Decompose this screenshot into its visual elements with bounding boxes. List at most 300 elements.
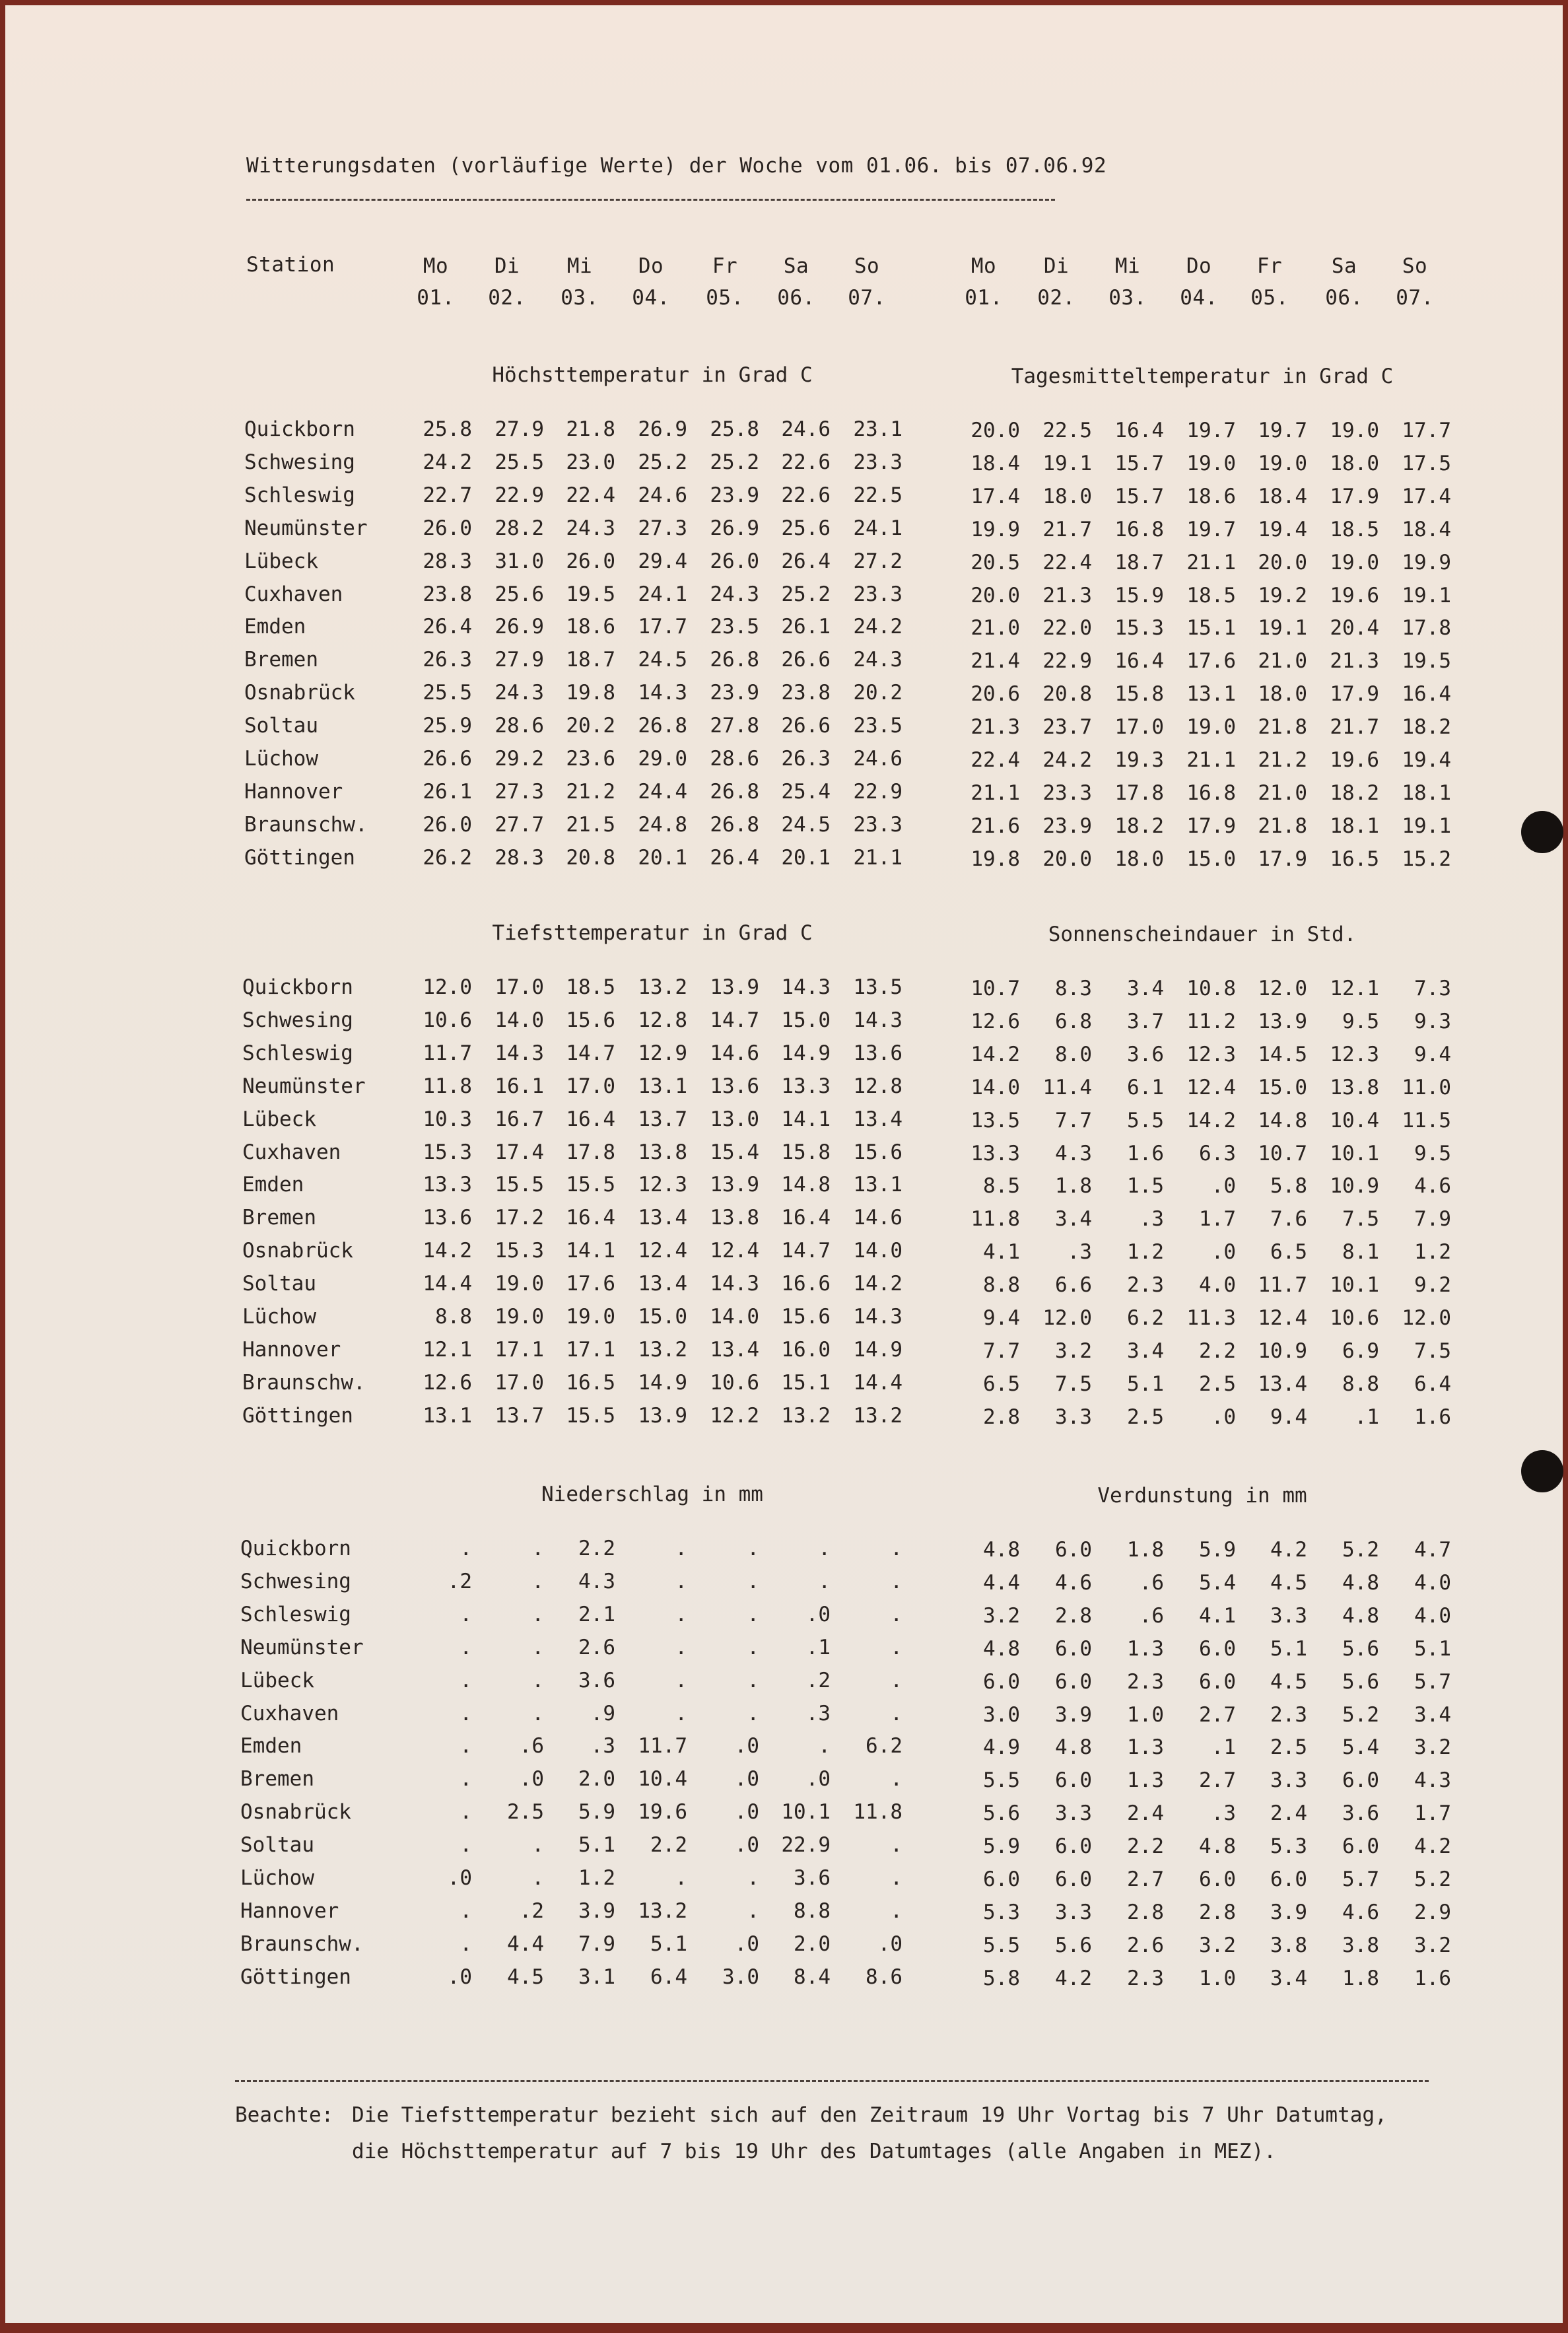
- value-cell-left: 1.2: [578, 1866, 615, 1890]
- value-cell-left: 15.3: [423, 1140, 472, 1164]
- value-cell-left: 26.6: [781, 714, 831, 738]
- value-cell-right: 13.3: [971, 1142, 1020, 1166]
- value-cell-left: .: [460, 1800, 472, 1824]
- value-cell-right: 17.9: [1330, 682, 1379, 706]
- value-cell-right: 17.9: [1186, 814, 1236, 838]
- value-cell-left: 24.1: [853, 516, 903, 540]
- section-title-left: Höchsttemperatur in Grad C: [492, 363, 813, 387]
- value-cell-left: 21.5: [566, 813, 615, 837]
- value-cell-left: 26.3: [423, 648, 472, 672]
- value-cell-left: 10.6: [423, 1008, 472, 1032]
- value-cell-right: 3.2: [983, 1604, 1020, 1628]
- value-cell-right: 16.4: [1114, 419, 1164, 442]
- value-cell-right: 6.0: [1055, 1867, 1092, 1891]
- value-cell-right: 21.8: [1258, 715, 1307, 739]
- value-cell-left: 25.5: [494, 450, 544, 474]
- value-cell-right: 19.1: [1042, 452, 1092, 475]
- value-cell-left: 15.3: [494, 1239, 544, 1263]
- value-cell-right: 8.5: [983, 1174, 1020, 1198]
- value-cell-right: 7.3: [1414, 977, 1451, 1000]
- value-cell-right: 10.4: [1330, 1109, 1379, 1132]
- value-cell-left: 17.0: [494, 1371, 544, 1395]
- value-cell-left: .: [460, 1669, 472, 1692]
- value-cell-right: 21.7: [1330, 715, 1379, 739]
- value-cell-left: 26.0: [423, 813, 472, 837]
- value-cell-right: 15.7: [1114, 485, 1164, 508]
- station-name: Neumünster: [242, 1074, 366, 1098]
- note-line-1: Die Tiefsttemperatur bezieht sich auf den Zeitraum 19 Uhr Vortag bis 7 Uhr Datumtag,: [352, 2103, 1387, 2127]
- value-cell-right: 22.4: [971, 748, 1020, 772]
- value-cell-left: .: [818, 1734, 831, 1758]
- value-cell-right: 4.8: [983, 1637, 1020, 1661]
- value-cell-left: .: [890, 1866, 903, 1890]
- value-cell-right: 1.2: [1127, 1240, 1164, 1264]
- value-cell-left: 12.8: [638, 1008, 687, 1032]
- value-cell-right: 19.5: [1402, 649, 1451, 673]
- day-header-left: Do: [638, 254, 664, 278]
- value-cell-right: 3.9: [1055, 1703, 1092, 1727]
- value-cell-right: 1.8: [1055, 1174, 1092, 1198]
- value-cell-left: 16.6: [781, 1272, 831, 1296]
- value-cell-right: 20.6: [971, 682, 1020, 706]
- value-cell-left: 12.4: [710, 1239, 759, 1263]
- value-cell-left: 14.4: [853, 1371, 903, 1395]
- value-cell-left: .: [747, 1570, 759, 1593]
- value-cell-right: 17.4: [971, 485, 1020, 508]
- value-cell-right: 9.4: [983, 1306, 1020, 1330]
- value-cell-left: 12.2: [710, 1404, 759, 1428]
- date-header-left: 01.: [417, 286, 455, 310]
- value-cell-right: 15.1: [1186, 616, 1236, 640]
- value-cell-right: 3.3: [1055, 1801, 1092, 1825]
- value-cell-left: .: [675, 1636, 687, 1659]
- value-cell-right: 20.4: [1330, 616, 1379, 640]
- value-cell-right: 6.0: [983, 1670, 1020, 1694]
- value-cell-left: .: [460, 1636, 472, 1659]
- value-cell-right: 21.3: [1042, 584, 1092, 608]
- value-cell-right: 5.2: [1342, 1703, 1379, 1727]
- value-cell-right: 3.2: [1414, 1933, 1451, 1957]
- value-cell-right: 17.0: [1114, 715, 1164, 739]
- value-cell-left: 26.9: [710, 516, 759, 540]
- value-cell-right: 7.9: [1414, 1207, 1451, 1231]
- value-cell-right: 6.0: [1342, 1768, 1379, 1792]
- value-cell-right: 19.6: [1330, 748, 1379, 772]
- value-cell-left: 15.1: [781, 1371, 831, 1395]
- value-cell-right: 19.4: [1258, 518, 1307, 541]
- value-cell-right: 20.5: [971, 551, 1020, 575]
- value-cell-right: 4.5: [1270, 1571, 1307, 1595]
- value-cell-left: 28.3: [423, 549, 472, 573]
- value-cell-left: 13.7: [494, 1404, 544, 1428]
- value-cell-left: 15.5: [566, 1173, 615, 1197]
- value-cell-left: .0: [519, 1767, 544, 1791]
- value-cell-right: 6.8: [1055, 1010, 1092, 1033]
- value-cell-left: 15.0: [638, 1305, 687, 1329]
- value-cell-right: 5.1: [1270, 1637, 1307, 1661]
- value-cell-left: 17.7: [638, 615, 687, 639]
- value-cell-right: 12.0: [1402, 1306, 1451, 1330]
- value-cell-right: 3.2: [1414, 1735, 1451, 1759]
- value-cell-right: 5.6: [1342, 1637, 1379, 1661]
- value-cell-left: 14.2: [853, 1272, 903, 1296]
- value-cell-right: 15.0: [1186, 847, 1236, 871]
- day-header-left: Sa: [783, 254, 809, 278]
- value-cell-left: 13.1: [638, 1074, 687, 1098]
- value-cell-left: .: [675, 1669, 687, 1692]
- value-cell-left: .: [818, 1537, 831, 1560]
- value-cell-left: .0: [734, 1932, 759, 1956]
- station-column-header: Station: [246, 253, 335, 277]
- value-cell-right: 10.7: [1258, 1142, 1307, 1166]
- value-cell-left: 8.4: [794, 1965, 831, 1989]
- value-cell-right: 5.2: [1342, 1538, 1379, 1562]
- value-cell-right: 5.6: [1055, 1933, 1092, 1957]
- value-cell-left: 17.2: [494, 1206, 544, 1230]
- value-cell-left: 18.7: [566, 648, 615, 672]
- value-cell-left: .6: [519, 1734, 544, 1758]
- value-cell-left: 13.7: [638, 1107, 687, 1131]
- value-cell-right: 14.2: [971, 1043, 1020, 1066]
- value-cell-right: 12.4: [1186, 1076, 1236, 1099]
- value-cell-left: 26.6: [423, 747, 472, 771]
- value-cell-left: 26.2: [423, 846, 472, 870]
- value-cell-right: 1.8: [1342, 1967, 1379, 1990]
- value-cell-left: .9: [590, 1702, 615, 1725]
- value-cell-right: 10.6: [1330, 1306, 1379, 1330]
- value-cell-right: 3.3: [1270, 1768, 1307, 1792]
- value-cell-left: 20.1: [638, 846, 687, 870]
- value-cell-right: 2.8: [1199, 1900, 1236, 1924]
- document-page: [5, 5, 1563, 2323]
- value-cell-left: 21.2: [566, 780, 615, 804]
- value-cell-left: .: [890, 1537, 903, 1560]
- station-name: Quickborn: [242, 975, 353, 999]
- station-name: Lübeck: [240, 1669, 314, 1692]
- value-cell-left: .: [890, 1899, 903, 1923]
- value-cell-right: 1.5: [1127, 1174, 1164, 1198]
- value-cell-right: 18.5: [1330, 518, 1379, 541]
- value-cell-left: .: [460, 1899, 472, 1923]
- value-cell-right: 18.4: [1258, 485, 1307, 508]
- value-cell-left: 3.6: [794, 1866, 831, 1890]
- value-cell-left: .0: [447, 1866, 472, 1890]
- value-cell-right: 8.3: [1055, 977, 1092, 1000]
- value-cell-right: 3.3: [1270, 1604, 1307, 1628]
- value-cell-right: 18.5: [1186, 584, 1236, 608]
- value-cell-right: 14.8: [1258, 1109, 1307, 1132]
- value-cell-right: 19.9: [1402, 551, 1451, 575]
- value-cell-left: .0: [447, 1965, 472, 1989]
- value-cell-right: 6.2: [1127, 1306, 1164, 1330]
- value-cell-left: 2.2: [650, 1833, 687, 1857]
- value-cell-left: 13.4: [638, 1272, 687, 1296]
- value-cell-right: 11.2: [1186, 1010, 1236, 1033]
- value-cell-left: 15.4: [710, 1140, 759, 1164]
- value-cell-left: 27.3: [494, 780, 544, 804]
- value-cell-left: 8.6: [866, 1965, 903, 1989]
- value-cell-left: 13.9: [638, 1404, 687, 1428]
- value-cell-right: 5.6: [1342, 1670, 1379, 1694]
- value-cell-right: 1.3: [1127, 1768, 1164, 1792]
- value-cell-left: 5.9: [578, 1800, 615, 1824]
- note-line-2: die Höchsttemperatur auf 7 bis 19 Uhr des Datumtages (alle Angaben in MEZ).: [352, 2140, 1276, 2163]
- value-cell-right: 6.0: [1199, 1670, 1236, 1694]
- value-cell-right: 2.7: [1127, 1867, 1164, 1891]
- value-cell-left: 16.4: [566, 1107, 615, 1131]
- value-cell-right: 3.2: [1199, 1933, 1236, 1957]
- value-cell-left: 12.4: [638, 1239, 687, 1263]
- value-cell-right: .0: [1211, 1174, 1236, 1198]
- day-header-left: Mo: [423, 254, 449, 278]
- value-cell-left: 17.0: [566, 1074, 615, 1098]
- station-name: Braunschw.: [244, 813, 368, 837]
- value-cell-left: 2.1: [578, 1603, 615, 1626]
- value-cell-left: 14.0: [494, 1008, 544, 1032]
- station-name: Schleswig: [244, 483, 355, 507]
- value-cell-right: 4.1: [1199, 1604, 1236, 1628]
- value-cell-right: 1.7: [1199, 1207, 1236, 1231]
- value-cell-left: .0: [734, 1734, 759, 1758]
- value-cell-left: 20.8: [566, 846, 615, 870]
- station-name: Lüchow: [240, 1866, 314, 1890]
- value-cell-right: 6.0: [1199, 1637, 1236, 1661]
- station-name: Osnabrück: [240, 1800, 351, 1824]
- value-cell-left: .0: [734, 1767, 759, 1791]
- value-cell-left: .: [890, 1833, 903, 1857]
- value-cell-left: 13.1: [423, 1404, 472, 1428]
- value-cell-right: 6.6: [1055, 1273, 1092, 1297]
- station-name: Cuxhaven: [240, 1702, 339, 1725]
- value-cell-left: 23.6: [566, 747, 615, 771]
- value-cell-right: 2.3: [1127, 1670, 1164, 1694]
- value-cell-right: 19.2: [1258, 584, 1307, 608]
- value-cell-right: 23.9: [1042, 814, 1092, 838]
- value-cell-right: 3.4: [1127, 1339, 1164, 1363]
- value-cell-right: 5.5: [983, 1768, 1020, 1792]
- value-cell-right: 5.5: [983, 1933, 1020, 1957]
- value-cell-left: .: [747, 1636, 759, 1659]
- station-name: Soltau: [242, 1272, 316, 1296]
- value-cell-left: 23.1: [853, 417, 903, 441]
- value-cell-left: .: [531, 1636, 544, 1659]
- value-cell-left: 17.1: [566, 1338, 615, 1362]
- value-cell-right: 12.0: [1258, 977, 1307, 1000]
- value-cell-left: 27.9: [494, 417, 544, 441]
- value-cell-left: .: [890, 1636, 903, 1659]
- date-header-right: 06.: [1325, 286, 1363, 310]
- value-cell-right: 18.0: [1258, 682, 1307, 706]
- station-name: Cuxhaven: [244, 582, 343, 606]
- section-title-right: Sonnenscheindauer in Std.: [1048, 923, 1357, 946]
- value-cell-left: 25.5: [423, 681, 472, 705]
- value-cell-left: 24.6: [781, 417, 831, 441]
- value-cell-left: 11.8: [423, 1074, 472, 1098]
- value-cell-right: 13.4: [1258, 1372, 1307, 1396]
- value-cell-left: 14.3: [853, 1008, 903, 1032]
- value-cell-left: 26.8: [710, 813, 759, 837]
- station-name: Soltau: [240, 1833, 314, 1857]
- value-cell-right: 21.7: [1042, 518, 1092, 541]
- value-cell-right: 12.0: [1042, 1306, 1092, 1330]
- value-cell-left: 26.6: [781, 648, 831, 672]
- date-header-left: 07.: [848, 286, 886, 310]
- value-cell-left: 5.1: [650, 1932, 687, 1956]
- value-cell-left: .: [890, 1603, 903, 1626]
- value-cell-left: .: [531, 1833, 544, 1857]
- value-cell-right: 21.0: [1258, 649, 1307, 673]
- value-cell-right: .3: [1211, 1801, 1236, 1825]
- value-cell-right: 4.2: [1414, 1834, 1451, 1858]
- value-cell-left: 24.8: [638, 813, 687, 837]
- value-cell-left: .: [531, 1603, 544, 1626]
- value-cell-left: 25.8: [710, 417, 759, 441]
- value-cell-left: 24.5: [781, 813, 831, 837]
- value-cell-left: 24.6: [638, 483, 687, 507]
- value-cell-left: 14.0: [710, 1305, 759, 1329]
- value-cell-left: 26.3: [781, 747, 831, 771]
- value-cell-left: 19.6: [638, 1800, 687, 1824]
- value-cell-right: 11.0: [1402, 1076, 1451, 1099]
- value-cell-right: 1.6: [1127, 1142, 1164, 1166]
- value-cell-right: 19.4: [1402, 748, 1451, 772]
- value-cell-right: 19.7: [1186, 419, 1236, 442]
- value-cell-left: 25.2: [638, 450, 687, 474]
- value-cell-right: 5.2: [1414, 1867, 1451, 1891]
- value-cell-left: 26.9: [638, 417, 687, 441]
- date-header-left: 06.: [777, 286, 815, 310]
- value-cell-right: 19.1: [1258, 616, 1307, 640]
- value-cell-left: 25.6: [494, 582, 544, 606]
- value-cell-left: .: [531, 1702, 544, 1725]
- value-cell-left: 4.3: [578, 1570, 615, 1593]
- value-cell-right: 4.2: [1055, 1967, 1092, 1990]
- value-cell-left: 20.2: [566, 714, 615, 738]
- value-cell-right: 2.7: [1199, 1703, 1236, 1727]
- value-cell-left: .: [675, 1537, 687, 1560]
- value-cell-right: 6.0: [1055, 1637, 1092, 1661]
- value-cell-right: 2.8: [1127, 1900, 1164, 1924]
- value-cell-left: 2.2: [578, 1537, 615, 1560]
- value-cell-right: 15.7: [1114, 452, 1164, 475]
- value-cell-right: 4.2: [1270, 1538, 1307, 1562]
- value-cell-right: 17.8: [1402, 616, 1451, 640]
- value-cell-right: 18.0: [1042, 485, 1092, 508]
- value-cell-left: 5.1: [578, 1833, 615, 1857]
- value-cell-right: 11.3: [1186, 1306, 1236, 1330]
- value-cell-right: 21.3: [971, 715, 1020, 739]
- value-cell-right: 13.8: [1330, 1076, 1379, 1099]
- day-header-right: Do: [1186, 254, 1212, 278]
- value-cell-left: 16.0: [781, 1338, 831, 1362]
- value-cell-right: 6.4: [1414, 1372, 1451, 1396]
- value-cell-right: 12.6: [971, 1010, 1020, 1033]
- value-cell-left: 13.1: [853, 1173, 903, 1197]
- value-cell-left: 24.4: [638, 780, 687, 804]
- value-cell-right: 10.1: [1330, 1142, 1379, 1166]
- value-cell-left: 14.3: [638, 681, 687, 705]
- value-cell-left: 14.9: [853, 1338, 903, 1362]
- value-cell-right: 21.8: [1258, 814, 1307, 838]
- value-cell-left: 4.4: [507, 1932, 544, 1956]
- punch-hole: [1521, 811, 1563, 853]
- value-cell-left: 23.0: [566, 450, 615, 474]
- value-cell-right: 5.6: [983, 1801, 1020, 1825]
- value-cell-right: 10.8: [1186, 977, 1236, 1000]
- value-cell-right: 18.2: [1114, 814, 1164, 838]
- value-cell-right: 1.6: [1414, 1967, 1451, 1990]
- value-cell-right: 18.1: [1402, 781, 1451, 805]
- value-cell-left: .: [747, 1603, 759, 1626]
- date-header-right: 01.: [965, 286, 1003, 310]
- value-cell-left: 13.6: [423, 1206, 472, 1230]
- value-cell-right: 19.0: [1258, 452, 1307, 475]
- value-cell-left: 19.0: [566, 1305, 615, 1329]
- station-name: Emden: [244, 615, 306, 639]
- value-cell-left: 16.4: [566, 1206, 615, 1230]
- value-cell-left: 13.2: [638, 1899, 687, 1923]
- section-title-left: Niederschlag in mm: [541, 1482, 763, 1506]
- day-header-right: Sa: [1331, 254, 1357, 278]
- value-cell-left: .: [747, 1702, 759, 1725]
- value-cell-right: .0: [1211, 1405, 1236, 1429]
- day-header-left: So: [854, 254, 880, 278]
- value-cell-left: 26.1: [781, 615, 831, 639]
- date-header-right: 04.: [1180, 286, 1218, 310]
- value-cell-right: 18.0: [1330, 452, 1379, 475]
- value-cell-left: 22.6: [781, 450, 831, 474]
- value-cell-right: 19.1: [1402, 814, 1451, 838]
- value-cell-left: .1: [805, 1636, 831, 1659]
- value-cell-left: .: [460, 1932, 472, 1956]
- value-cell-right: 19.1: [1402, 584, 1451, 608]
- value-cell-right: 20.0: [1258, 551, 1307, 575]
- value-cell-left: 10.3: [423, 1107, 472, 1131]
- value-cell-right: 5.7: [1414, 1670, 1451, 1694]
- value-cell-right: 16.5: [1330, 847, 1379, 871]
- value-cell-right: 18.1: [1330, 814, 1379, 838]
- value-cell-right: 19.8: [971, 847, 1020, 871]
- value-cell-right: 14.5: [1258, 1043, 1307, 1066]
- value-cell-left: 13.0: [710, 1107, 759, 1131]
- value-cell-right: 21.0: [971, 616, 1020, 640]
- value-cell-right: 6.0: [1055, 1538, 1092, 1562]
- value-cell-right: 22.4: [1042, 551, 1092, 575]
- value-cell-right: 21.6: [971, 814, 1020, 838]
- value-cell-right: 21.1: [1186, 551, 1236, 575]
- value-cell-left: 16.1: [494, 1074, 544, 1098]
- value-cell-right: 18.4: [1402, 518, 1451, 541]
- value-cell-left: 14.1: [566, 1239, 615, 1263]
- value-cell-right: 13.9: [1258, 1010, 1307, 1033]
- date-header-left: 02.: [488, 286, 526, 310]
- value-cell-left: .2: [447, 1570, 472, 1593]
- value-cell-left: 13.4: [638, 1206, 687, 1230]
- value-cell-right: 15.9: [1114, 584, 1164, 608]
- value-cell-right: 6.0: [983, 1867, 1020, 1891]
- value-cell-right: 2.5: [1199, 1372, 1236, 1396]
- value-cell-left: 31.0: [494, 549, 544, 573]
- value-cell-right: 20.0: [971, 584, 1020, 608]
- value-cell-left: 14.8: [781, 1173, 831, 1197]
- value-cell-left: 12.9: [638, 1041, 687, 1065]
- value-cell-left: .: [675, 1603, 687, 1626]
- value-cell-left: 11.8: [853, 1800, 903, 1824]
- value-cell-right: 2.2: [1199, 1339, 1236, 1363]
- station-name: Schleswig: [240, 1603, 351, 1626]
- day-header-right: Mo: [971, 254, 997, 278]
- value-cell-left: 13.2: [853, 1404, 903, 1428]
